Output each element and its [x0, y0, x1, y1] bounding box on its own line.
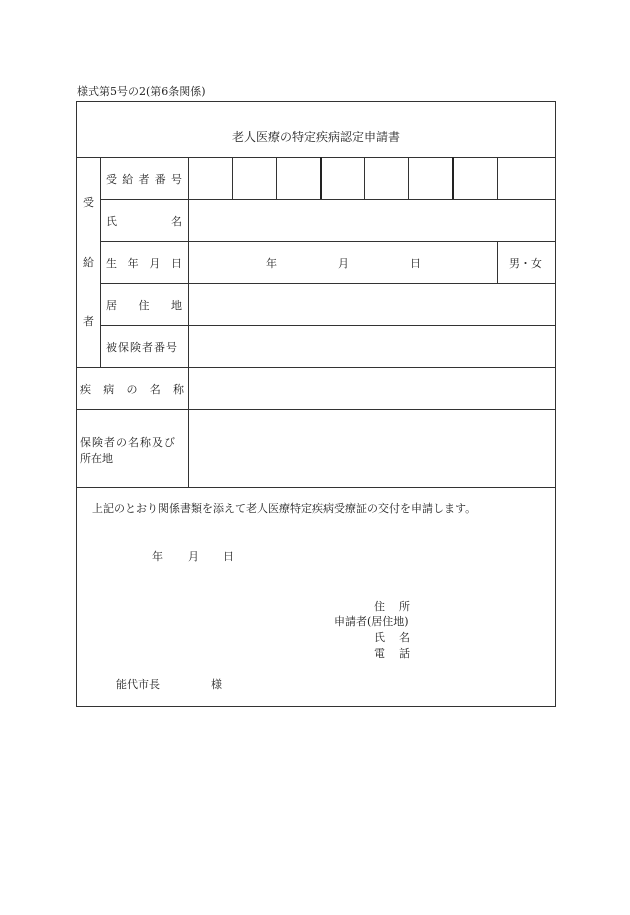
insured-number-label: 被保険者番号 — [106, 341, 178, 354]
digit-box-divider — [276, 157, 277, 199]
recipient-group-label: 受 — [83, 196, 94, 209]
applicant-phone-label: 電 話 — [374, 647, 410, 660]
insurer-label-continued: 所在地 — [80, 452, 113, 465]
digit-box-divider — [497, 157, 498, 199]
applicant-label: 申請者(居住地) — [334, 615, 409, 628]
form-frame — [76, 101, 556, 707]
rule-recipient-group — [100, 157, 101, 367]
recipient-group-label: 給 — [83, 256, 94, 269]
digit-box-divider — [320, 157, 322, 199]
rule-label-column — [188, 157, 189, 487]
date-day-unit: 日 — [223, 550, 234, 563]
birth-month-unit: 月 — [338, 257, 349, 270]
recipient-number-label: 受 給 者 番 号 — [106, 173, 182, 186]
name-label: 氏 名 — [106, 215, 182, 228]
digit-box-divider — [408, 157, 409, 199]
rule-below-birthdate — [100, 283, 556, 284]
disease-name-label: 疾 病 の 名 称 — [80, 383, 184, 396]
rule-below-insured-number — [76, 367, 556, 368]
sex-options: 男・女 — [509, 257, 542, 270]
birth-year-unit: 年 — [266, 257, 277, 270]
date-month-unit: 月 — [188, 550, 199, 563]
rule-below-residence — [100, 325, 556, 326]
form-title: 老人医療の特定疾病認定申請書 — [231, 130, 400, 144]
residence-label: 居 住 地 — [106, 299, 182, 312]
rule-below-disease — [76, 409, 556, 410]
rule-below-title — [76, 157, 556, 158]
date-year-unit: 年 — [152, 550, 163, 563]
digit-box-divider — [364, 157, 365, 199]
birthdate-label: 生 年 月 日 — [106, 257, 182, 270]
digit-box-divider — [232, 157, 233, 199]
rule-below-insurer — [76, 487, 556, 488]
addressee-mayor: 能代市長 — [116, 678, 160, 691]
rule-below-recipient-number — [100, 199, 556, 200]
insurer-label: 保険者の名称及び — [80, 436, 176, 449]
digit-box-divider — [452, 157, 454, 199]
applicant-address-label: 住 所 — [374, 600, 410, 613]
addressee-honorific: 様 — [211, 678, 222, 691]
form-number: 様式第5号の2(第6条関係) — [77, 85, 206, 98]
applicant-name-label: 氏 名 — [374, 631, 410, 644]
rule-below-name — [100, 241, 556, 242]
recipient-group-label: 者 — [83, 315, 94, 328]
declaration-text: 上記のとおり関係書類を添えて老人医療特定疾病受療証の交付を申請します。 — [92, 502, 477, 515]
birth-day-unit: 日 — [410, 257, 421, 270]
rule-sex-column — [497, 241, 498, 283]
